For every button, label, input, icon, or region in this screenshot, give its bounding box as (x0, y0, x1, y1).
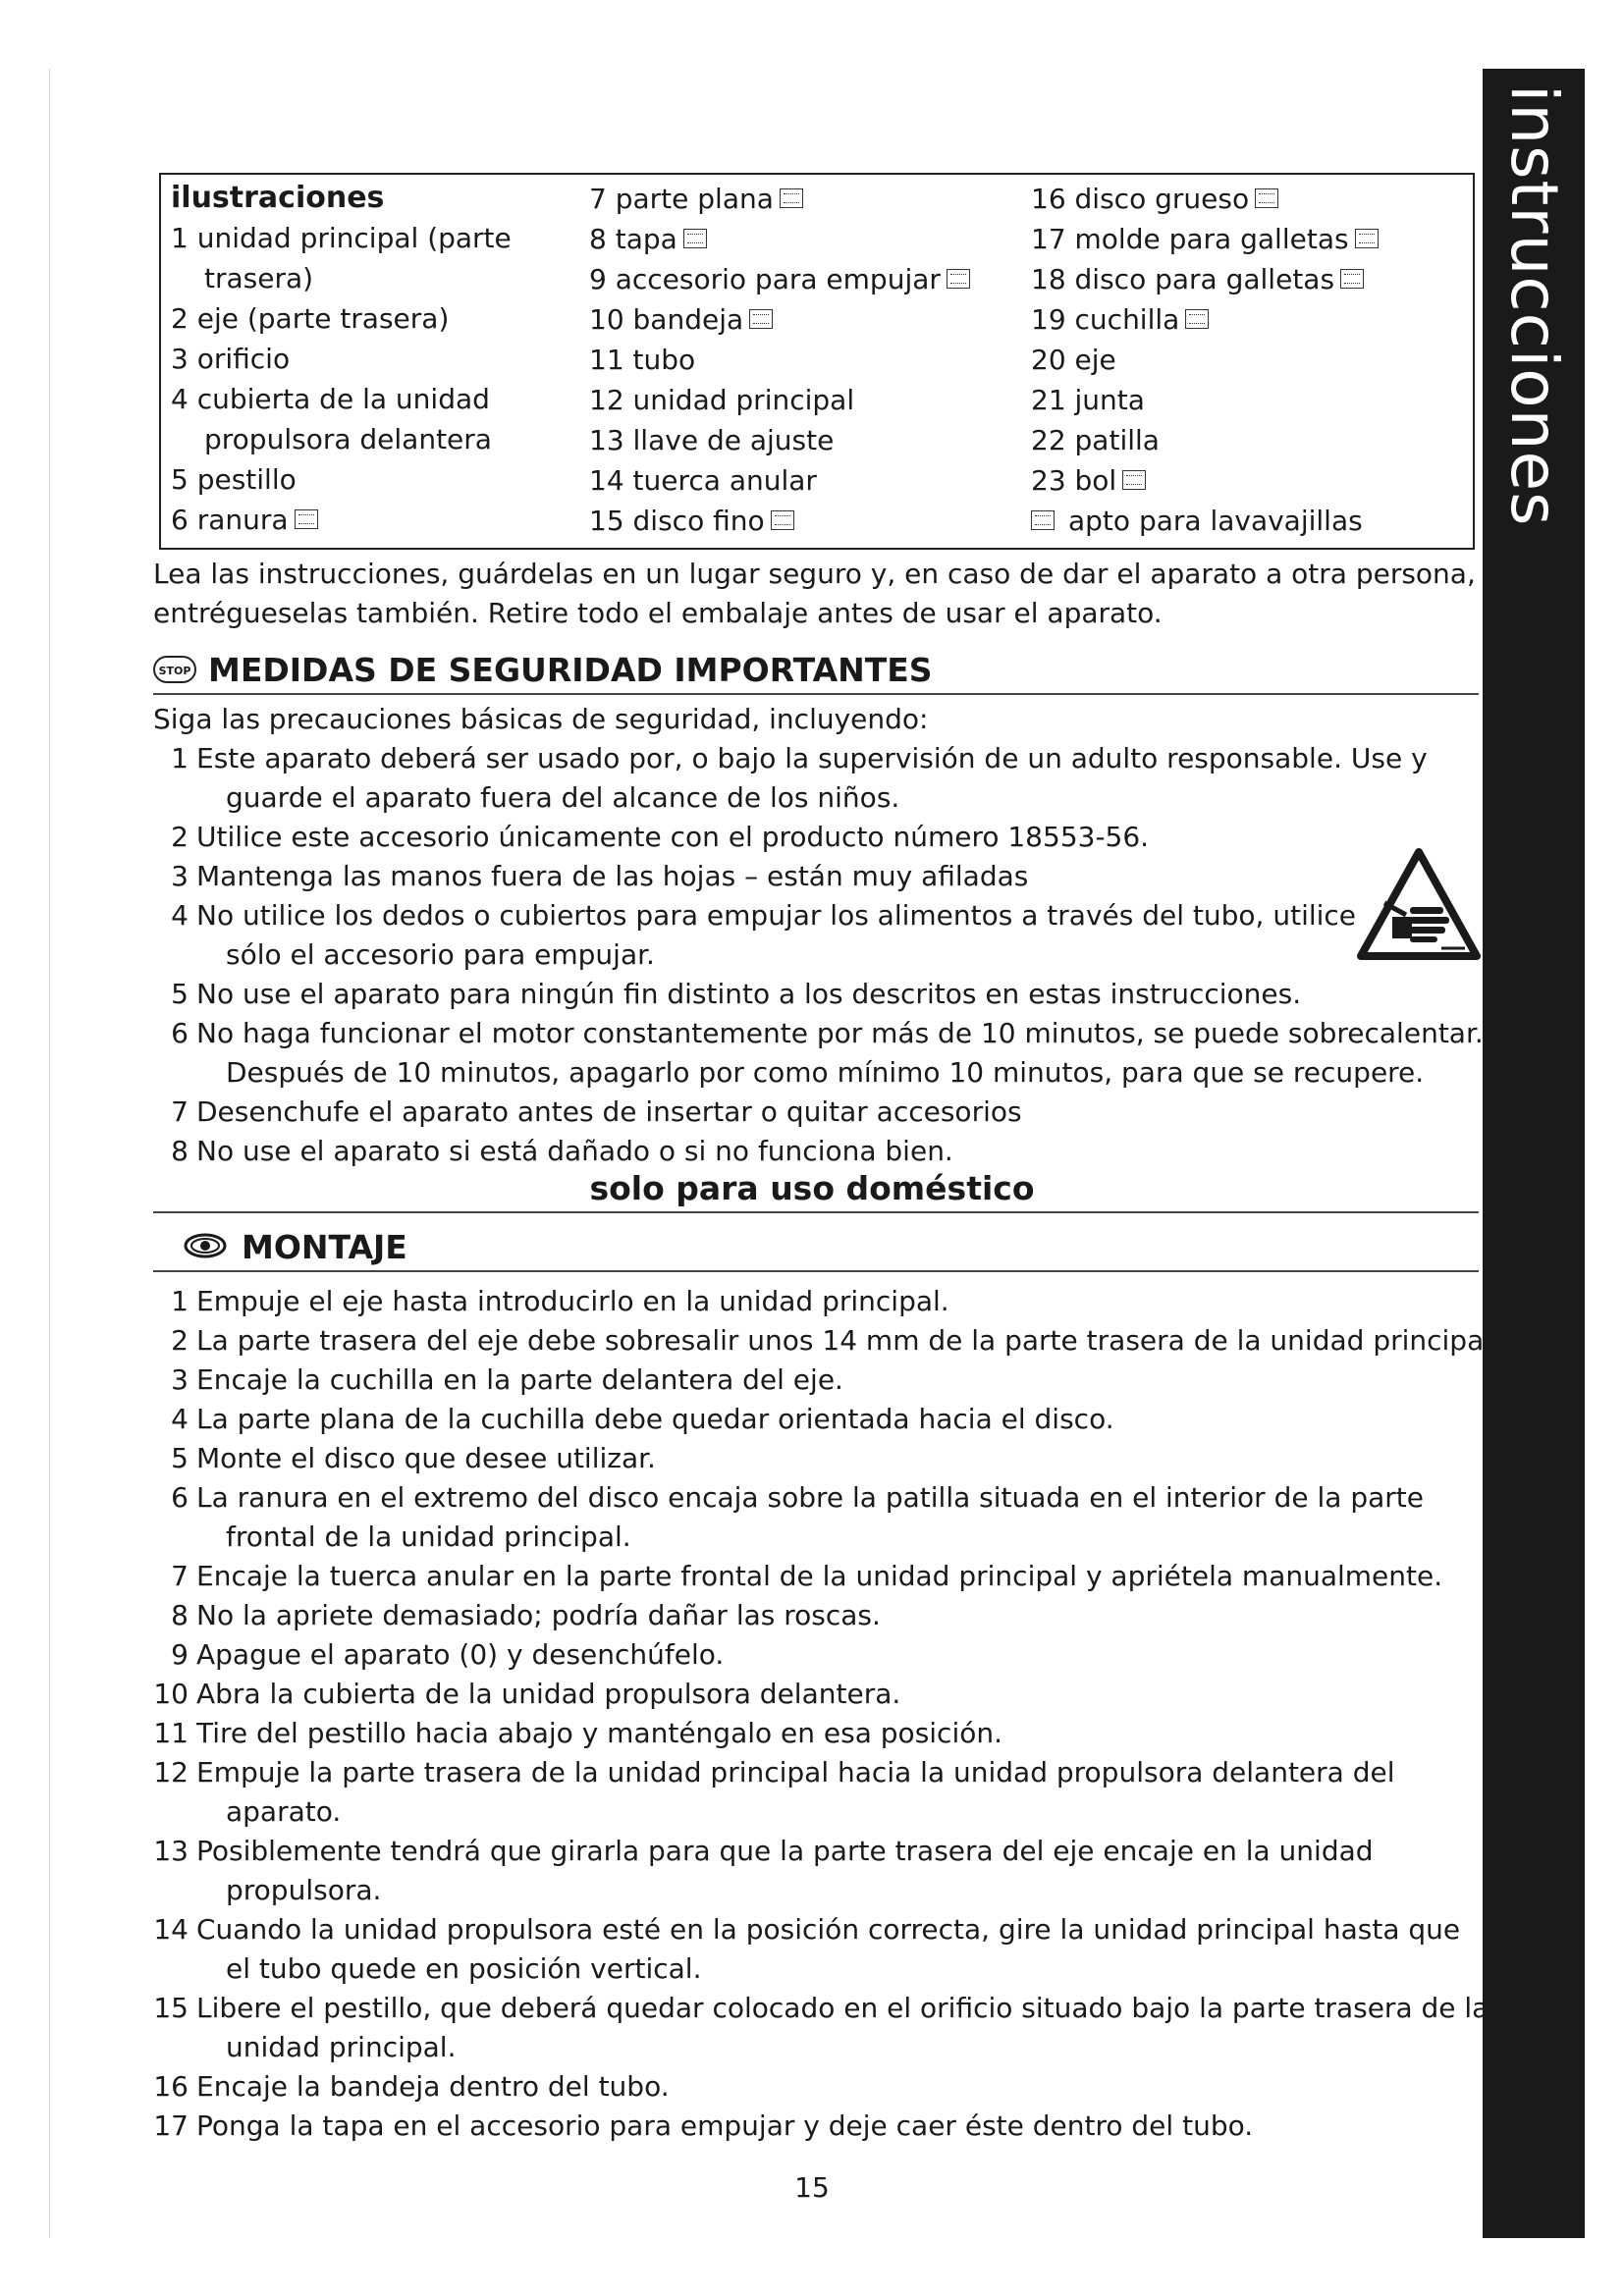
dishwasher-icon (295, 509, 318, 529)
part-item: 16 disco grueso (1031, 179, 1463, 219)
item-number: 12 (153, 1756, 189, 1789)
illustrations-column-2 (589, 179, 1001, 541)
assembly-step (153, 1439, 1479, 1478)
item-text: Este aparato deberá ser usado por, o bajo la supervisión de un adulto responsable. Use y (196, 742, 1428, 774)
part-item: 20 eje (1031, 344, 1116, 376)
part-item: propulsora delantera (204, 423, 492, 455)
part-item: 11 tubo (589, 344, 696, 376)
safety-item (153, 1014, 1484, 1093)
assembly-step (153, 1361, 1479, 1400)
section-side-tab (1483, 69, 1585, 2238)
part-item: 23 bol (1031, 460, 1463, 501)
item-number: 5 (171, 1442, 189, 1474)
safety-list (153, 739, 1484, 1171)
domestic-use-note: solo para uso doméstico (589, 1169, 1035, 1207)
dishwasher-icon (771, 510, 794, 530)
item-text: Tire del pestillo hacia abajo y manténgalo en esa posición. (196, 1717, 1003, 1749)
illustrations-title: ilustraciones (171, 181, 385, 215)
assembly-step (153, 1714, 1479, 1753)
item-text: Encaje la tuerca anular en la parte frontal de la unidad principal y apriétela manualmente. (196, 1560, 1443, 1592)
part-item: 7 parte plana (589, 179, 1001, 219)
dishwasher-icon (1355, 229, 1379, 248)
item-number: 8 (171, 1135, 189, 1167)
intro-paragraph (153, 555, 1479, 633)
assembly-step (153, 1675, 1479, 1714)
part-item: 10 bandeja (589, 299, 1001, 340)
dishwasher-icon (947, 269, 970, 289)
item-text: Abra la cubierta de la unidad propulsora delantera. (196, 1678, 901, 1710)
hand-warning-icon (1355, 846, 1483, 962)
item-text: Después de 10 minutos, apagarlo por como mínimo 10 minutos, para que se recupere. (226, 1056, 1425, 1089)
item-number: 17 (153, 2109, 189, 2142)
part-item: 1 unidad principal (parte (171, 222, 512, 254)
item-text: guarde el aparato fuera del alcance de los niños. (226, 781, 900, 814)
part-item: 18 disco para galletas (1031, 259, 1463, 299)
item-text: Empuje el eje hasta introducirlo en la unidad principal. (196, 1285, 949, 1317)
item-text: Utilice este accesorio únicamente con el producto número 18553-56. (196, 821, 1150, 853)
safety-item (153, 1093, 1479, 1132)
item-text: La parte trasera del eje debe sobresalir unos 14 mm de la parte trasera de la unidad principal. (196, 1324, 1500, 1357)
part-item: 4 cubierta de la unidad (171, 383, 490, 415)
part-item: 2 eje (parte trasera) (171, 302, 450, 335)
assembly-step (153, 1910, 1479, 1989)
safety-item (153, 739, 1479, 818)
item-text: No la apriete demasiado; podría dañar las roscas. (196, 1599, 881, 1631)
item-text: Desenchufe el aparato antes de insertar o quitar accesorios (196, 1095, 1022, 1128)
page-number: 15 (794, 2171, 830, 2204)
safety-heading-text: MEDIDAS DE SEGURIDAD IMPORTANTES (208, 651, 933, 689)
assembly-step (153, 2107, 1479, 2146)
item-number: 7 (171, 1560, 189, 1592)
part-item: 3 orificio (171, 343, 291, 375)
item-number: 4 (171, 899, 189, 932)
assembly-step (153, 1989, 1489, 2067)
item-text: Empuje la parte trasera de la unidad principal hacia la unidad propulsora delantera del (196, 1756, 1395, 1789)
dishwasher-legend: apto para lavavajillas (1031, 501, 1463, 541)
item-text: La parte plana de la cuchilla debe quedar orientada hacia el disco. (196, 1403, 1114, 1435)
item-text: sólo el accesorio para empujar. (226, 938, 655, 971)
item-text: Libere el pestillo, que deberá quedar colocado en el orificio situado bajo la parte trasera de la (196, 1992, 1489, 2024)
assembly-step (153, 1557, 1479, 1596)
part-item: 21 junta (1031, 384, 1145, 416)
intro-line: entrégueselas también. Retire todo el embalaje antes de usar el aparato. (153, 597, 1163, 629)
item-number: 9 (171, 1638, 189, 1671)
item-number: 2 (171, 821, 189, 853)
item-text: Mantenga las manos fuera de las hojas – están muy afiladas (196, 860, 1029, 892)
assembly-step (153, 1832, 1479, 1910)
part-item: 9 accesorio para empujar (589, 259, 1001, 299)
item-number: 4 (171, 1403, 189, 1435)
part-item: 12 unidad principal (589, 384, 855, 416)
item-text: el tubo quede en posición vertical. (226, 1952, 702, 1985)
item-number: 11 (153, 1717, 189, 1749)
item-number: 1 (171, 1285, 189, 1317)
part-item: 22 patilla (1031, 424, 1160, 456)
item-text: No use el aparato para ningún fin distinto a los descritos en estas instrucciones. (196, 978, 1302, 1010)
dishwasher-icon (1185, 309, 1209, 329)
item-text: frontal de la unidad principal. (226, 1521, 631, 1553)
item-text: No haga funcionar el motor constantemente por más de 10 minutos, se puede sobrecalentar. (196, 1017, 1484, 1049)
assembly-step (153, 1321, 1500, 1361)
divider (153, 1211, 1479, 1213)
page-margin-rule (49, 69, 50, 2238)
safety-heading (153, 648, 1479, 695)
item-number: 3 (171, 860, 189, 892)
item-number: 10 (153, 1678, 189, 1710)
part-item: 17 molde para galletas (1031, 219, 1463, 259)
illustrations-column-1 (171, 179, 593, 540)
safety-lead: Siga las precauciones básicas de seguridad, incluyendo: (153, 703, 929, 735)
dishwasher-icon (780, 188, 803, 208)
illustrations-box (159, 173, 1475, 550)
item-number: 6 (171, 1017, 189, 1049)
dishwasher-icon (1122, 470, 1146, 490)
item-text: unidad principal. (226, 2031, 457, 2063)
item-number: 2 (171, 1324, 189, 1357)
item-number: 16 (153, 2070, 189, 2103)
assembly-step (153, 1400, 1479, 1439)
safety-item (153, 1132, 1479, 1171)
dishwasher-icon (1255, 188, 1278, 208)
part-item: 8 tapa (589, 219, 1001, 259)
item-number: 14 (153, 1913, 189, 1946)
item-text: Apague el aparato (0) y desenchúfelo. (196, 1638, 725, 1671)
part-item: trasera) (204, 262, 314, 294)
illustrations-column-3 (1031, 179, 1463, 541)
safety-item (153, 896, 1479, 975)
item-number: 15 (153, 1992, 189, 2024)
assembly-heading-text: MONTAJE (242, 1228, 407, 1266)
item-text: Encaje la bandeja dentro del tubo. (196, 2070, 670, 2103)
item-number: 6 (171, 1481, 189, 1514)
eye-icon (183, 1232, 228, 1259)
assembly-step (153, 1282, 1479, 1321)
assembly-heading (153, 1225, 1479, 1272)
part-item: 5 pestillo (171, 463, 297, 496)
item-text: Posiblemente tendrá que girarla para que la parte trasera del eje encaje en la unidad (196, 1835, 1374, 1867)
assembly-step (153, 2067, 1479, 2107)
part-item: 19 cuchilla (1031, 299, 1463, 340)
safety-item (153, 975, 1479, 1014)
intro-line: Lea las instrucciones, guárdelas en un lugar seguro y, en caso de dar el aparato a otra persona, (153, 558, 1476, 590)
item-text: Ponga la tapa en el accesorio para empujar y deje caer éste dentro del tubo. (196, 2109, 1254, 2142)
assembly-step (153, 1635, 1479, 1675)
assembly-list (153, 1282, 1500, 2146)
item-text: Encaje la cuchilla en la parte delantera del eje. (196, 1363, 843, 1396)
item-number: 8 (171, 1599, 189, 1631)
part-item: 13 llave de ajuste (589, 424, 835, 456)
item-text: aparato. (226, 1795, 342, 1828)
item-text: propulsora. (226, 1874, 382, 1906)
part-item: 14 tuerca anular (589, 464, 817, 497)
item-number: 1 (171, 742, 189, 774)
dishwasher-icon (749, 309, 773, 329)
item-number: 3 (171, 1363, 189, 1396)
item-text: La ranura en el extremo del disco encaja sobre la patilla situada en el interior de la parte (196, 1481, 1424, 1514)
side-tab-label: instrucciones (1496, 84, 1572, 527)
item-text: Cuando la unidad propulsora esté en la posición correcta, gire la unidad principal hasta que (196, 1913, 1461, 1946)
safety-item (153, 818, 1479, 857)
item-number: 13 (153, 1835, 189, 1867)
item-text: Monte el disco que desee utilizar. (196, 1442, 656, 1474)
dishwasher-icon (683, 229, 707, 248)
assembly-step (153, 1753, 1479, 1832)
part-item: 6 ranura (171, 500, 593, 540)
item-number: 5 (171, 978, 189, 1010)
item-text: No utilice los dedos o cubiertos para empujar los alimentos a través del tubo, utilice (196, 899, 1357, 932)
assembly-step (153, 1596, 1479, 1635)
assembly-step (153, 1478, 1479, 1557)
dishwasher-icon (1031, 510, 1055, 530)
stop-icon: STOP (153, 656, 196, 683)
item-number: 7 (171, 1095, 189, 1128)
dishwasher-icon (1340, 269, 1364, 289)
part-item: 15 disco fino (589, 501, 1001, 541)
item-text: No use el aparato si está dañado o si no funciona bien. (196, 1135, 953, 1167)
safety-item (153, 857, 1479, 896)
